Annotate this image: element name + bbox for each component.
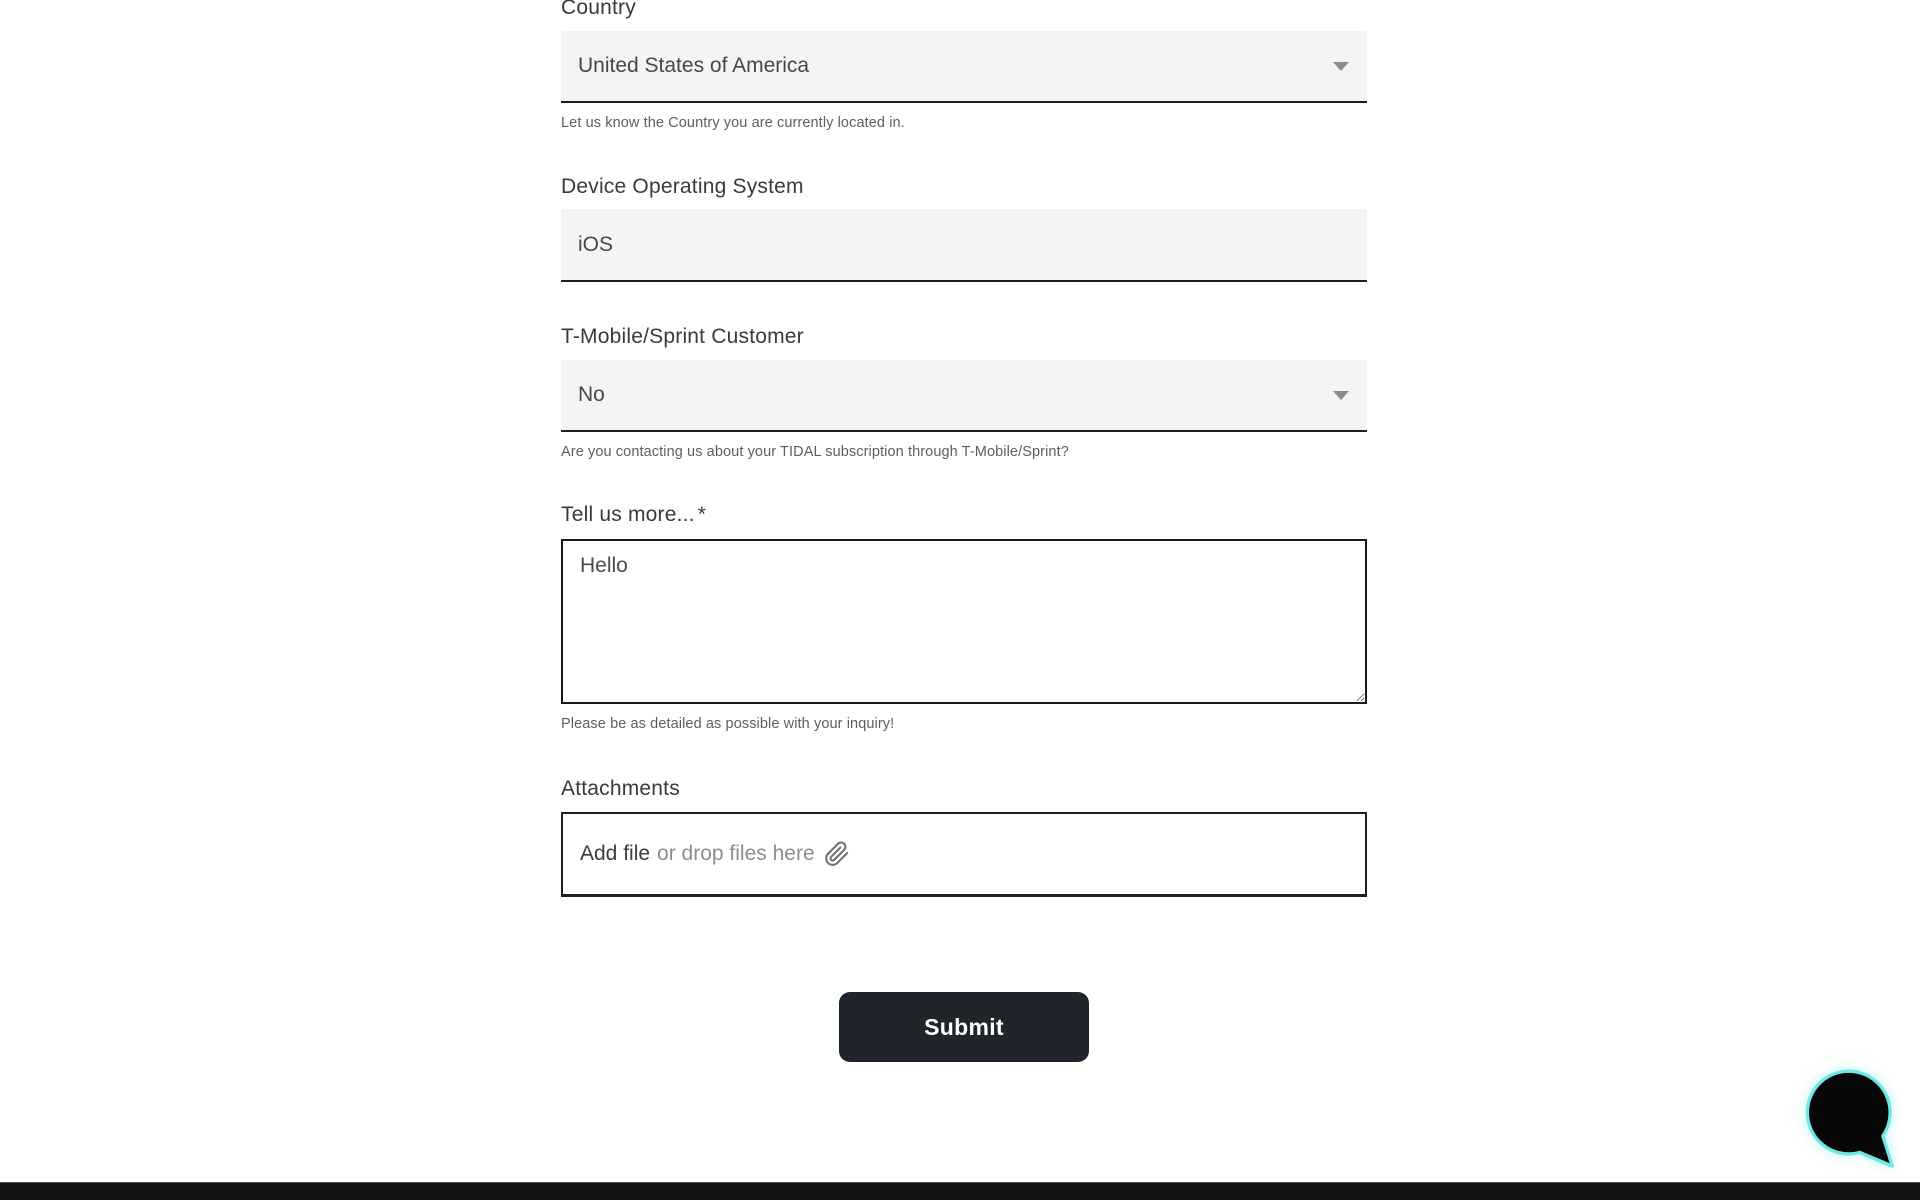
support-form bbox=[561, 0, 1367, 1062]
device-os-label: Device Operating System bbox=[561, 175, 804, 198]
country-selected-value: United States of America bbox=[578, 54, 810, 77]
field-country bbox=[561, 0, 1367, 131]
drop-files-hint: or drop files here bbox=[657, 842, 815, 865]
field-device-os bbox=[561, 176, 1367, 282]
paperclip-icon bbox=[824, 841, 850, 867]
field-tell-us-more bbox=[561, 504, 1367, 732]
tmobile-selected-value: No bbox=[578, 383, 605, 406]
chat-launcher-button[interactable] bbox=[1802, 1068, 1896, 1172]
country-select[interactable] bbox=[561, 31, 1367, 103]
tell-us-more-helper-text: Please be as detailed as possible with your inquiry! bbox=[561, 716, 895, 732]
tell-us-more-textarea[interactable] bbox=[561, 539, 1367, 704]
device-os-input[interactable] bbox=[561, 209, 1367, 282]
tell-us-more-label-text: Tell us more... bbox=[561, 503, 695, 526]
attachments-label: Attachments bbox=[561, 777, 680, 800]
field-attachments bbox=[561, 778, 1367, 897]
country-label: Country bbox=[561, 0, 636, 19]
chat-bubble-icon bbox=[1802, 1068, 1896, 1172]
required-asterisk: * bbox=[697, 503, 707, 526]
field-tmobile-customer bbox=[561, 326, 1367, 460]
submit-button[interactable]: Submit bbox=[839, 992, 1089, 1062]
tmobile-label: T-Mobile/Sprint Customer bbox=[561, 325, 804, 348]
tell-us-more-label bbox=[561, 504, 1367, 526]
footer-bar bbox=[0, 1182, 1920, 1200]
tmobile-helper-text: Are you contacting us about your TIDAL subscription through T-Mobile/Sprint? bbox=[561, 444, 1069, 460]
chevron-down-icon bbox=[1333, 62, 1349, 71]
add-file-link[interactable]: Add file bbox=[580, 842, 651, 865]
country-helper-text: Let us know the Country you are currently located in. bbox=[561, 115, 905, 131]
attachments-dropzone[interactable] bbox=[561, 812, 1367, 897]
chevron-down-icon bbox=[1333, 391, 1349, 400]
tmobile-select[interactable] bbox=[561, 360, 1367, 432]
